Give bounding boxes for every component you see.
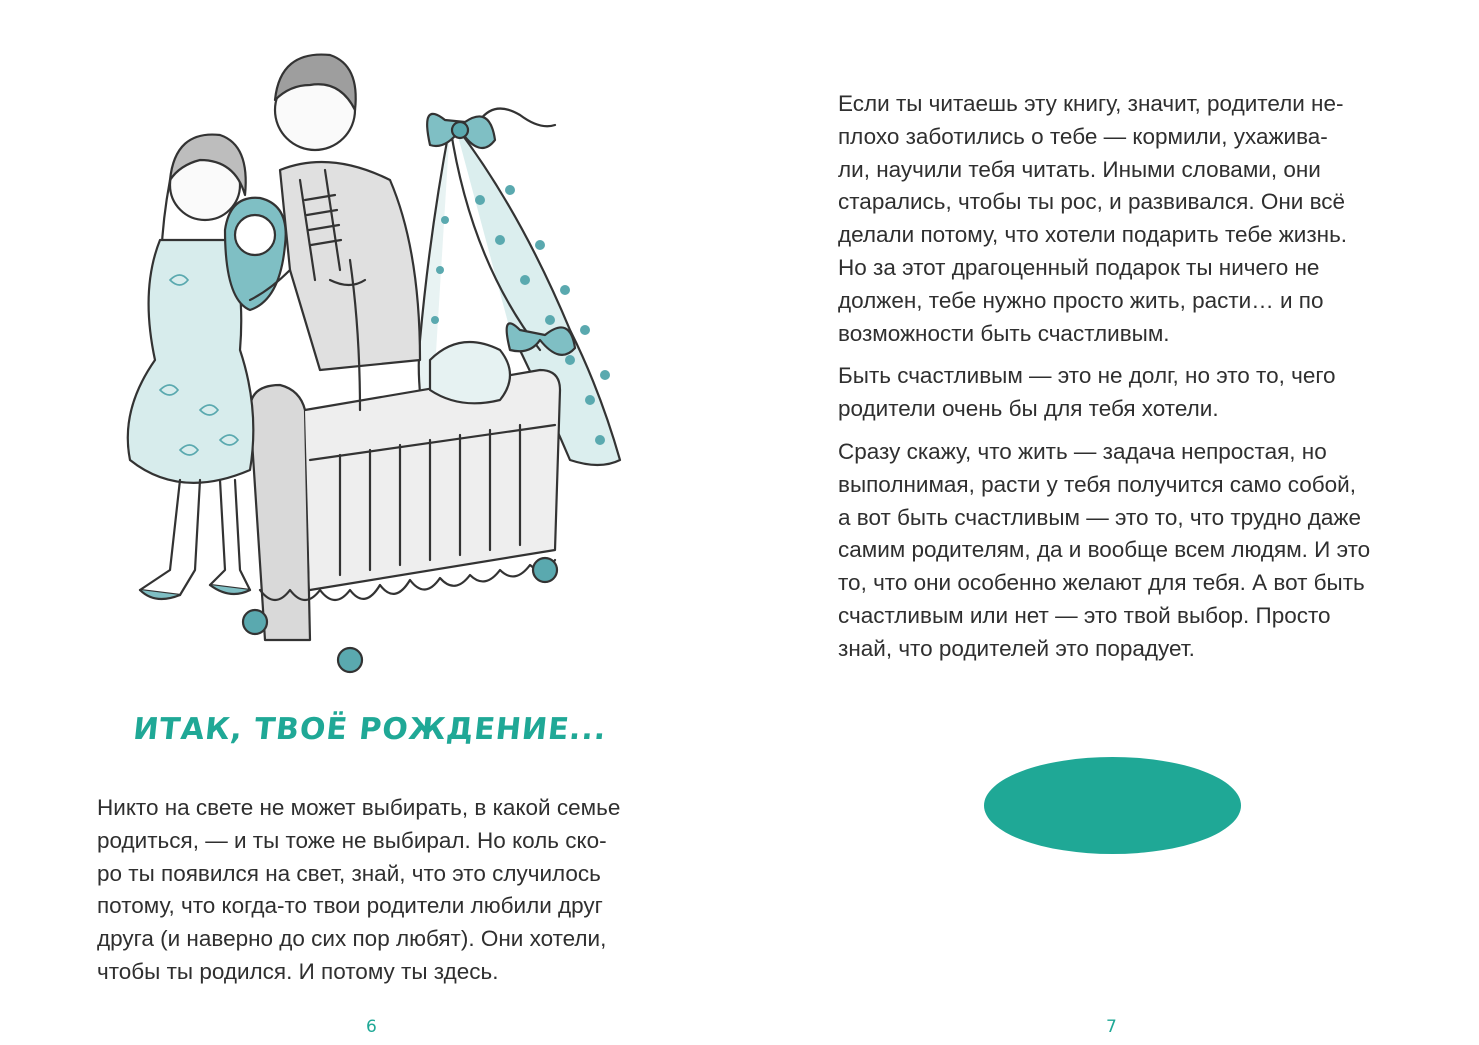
text-line: ро ты появился на свет, знай, что это случилось [97,860,601,886]
left-paragraph [97,792,657,989]
text-line: чтобы ты родился. И потому ты здесь. [97,958,499,984]
right-paragraph-3 [838,436,1398,666]
parents-with-baby-and-crib-illustration [100,30,660,700]
text-line: плохо заботились о тебе — кормили, ухажива- [838,123,1328,149]
text-line: Сразу скажу, что жить — задача непростая, но [838,438,1327,464]
text-line: то, что они особенно желают для тебя. А вот быть [838,570,1365,596]
right-paragraph-1 [838,88,1398,350]
chapter-heading: ИТАК, ТВОЁ РОЖДЕНИЕ... [131,712,609,747]
text-line: родители очень бы для тебя хотели. [838,396,1219,422]
text-line: самим родителям, да и вообще всем людям. И это [838,537,1371,563]
text-line: делали потому, что хотели подарить тебе жизнь. [838,222,1348,248]
text-line: а вот быть счастливым — это то, что трудно даже [838,504,1361,530]
text-line: возможности быть счастливым. [838,320,1170,346]
page-number-right: 7 [1106,1017,1117,1037]
text-line: Никто на свете не может выбирать, в какой семье [97,795,621,820]
text-line: родиться, — и ты тоже не выбирал. Но коль ско- [97,827,607,853]
text-line: друга (и наверно до сих пор любят). Они хотели, [97,926,607,952]
text-line: потому, что когда-то твои родители любили друг [97,893,603,919]
text-line: должен, тебе нужно просто жить, расти… и по [838,287,1324,313]
text-line: Но за этот драгоценный подарок ты ничего не [838,254,1320,280]
text-line: Если ты читаешь эту книгу, значит, родители не- [838,91,1344,116]
page-number-left: 6 [366,1017,377,1037]
text-line: Быть счастливым — это не долг, но это то, чего [838,363,1336,389]
teal-oval-decoration [984,757,1241,854]
text-line: выполнимая, расти у тебя получится само собой, [838,471,1357,497]
text-line: ли, научили тебя читать. Иными словами, они [838,156,1321,182]
text-line: знай, что родителей это порадует. [838,635,1195,661]
right-page-text [838,88,1398,676]
text-line: старались, чтобы ты рос, и развивался. Они всё [838,189,1346,215]
right-paragraph-2 [838,360,1398,426]
text-line: счастливым или нет — это твой выбор. Просто [838,602,1331,628]
